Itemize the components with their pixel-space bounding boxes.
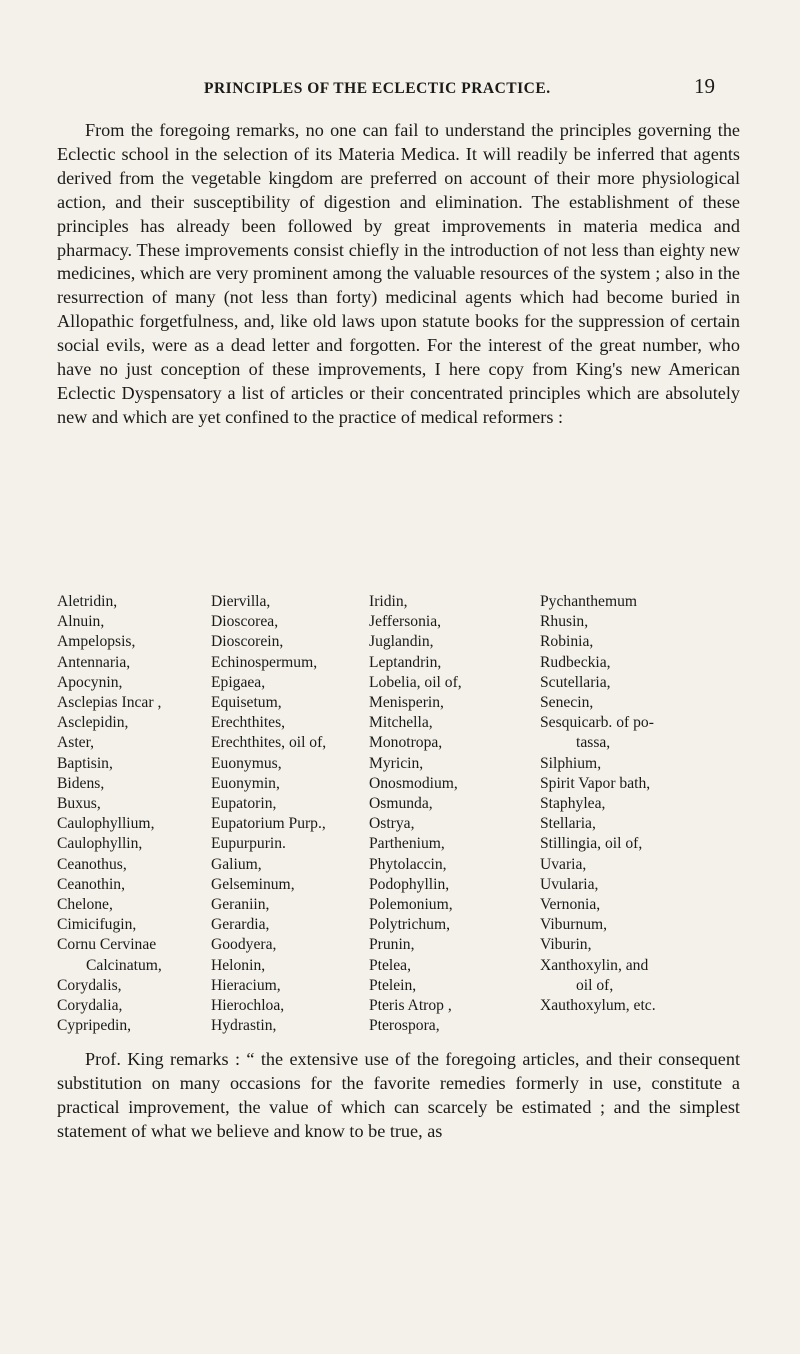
list-item: Hydrastin, <box>211 1017 277 1035</box>
list-item: Apocynin, <box>57 673 123 691</box>
list-item: Jeffersonia, <box>369 613 442 631</box>
list-item: Alnuin, <box>57 613 105 631</box>
list-item: Sesquicarb. of po- <box>540 714 654 732</box>
list-item: Xauthoxylum, etc. <box>540 997 656 1015</box>
list-item: Equisetum, <box>211 694 282 712</box>
list-item: Rudbeckia, <box>540 653 611 671</box>
paragraph-quote: Prof. King remarks : “ the extensive use of the foregoing articles, and their consequent substitution on many occasions for the favorite remedies formerly in use, constitute a practical improvement, the value of which can scarcely be estimated ; and the simplest statement of what we believe and know to be true, as <box>57 1049 740 1141</box>
list-item: Phytolaccin, <box>369 855 447 873</box>
list-item: Corydalia, <box>57 997 123 1015</box>
list-item: Silphium, <box>540 754 602 772</box>
remedy-list-column-1 <box>57 592 162 1036</box>
list-item: Caulophyllium, <box>57 815 155 833</box>
list-item: Lobelia, oil of, <box>369 673 462 691</box>
list-item: Cypripedin, <box>57 1017 132 1035</box>
list-item: Echinospermum, <box>211 653 318 671</box>
list-item: Robinia, <box>540 633 594 651</box>
list-item: tassa, <box>576 734 611 752</box>
list-item: Ampelopsis, <box>57 633 136 651</box>
list-item: Leptandrin, <box>369 653 442 671</box>
list-item: Parthenium, <box>369 835 445 853</box>
list-item: Osmunda, <box>369 795 433 813</box>
list-item: Hierochloa, <box>211 997 285 1015</box>
list-item: Baptisin, <box>57 754 113 772</box>
list-item: Pteris Atrop , <box>369 997 452 1015</box>
list-item: Euonymin, <box>211 774 280 792</box>
list-item: Ceanothin, <box>57 875 125 893</box>
running-head: PRINCIPLES OF THE ECLECTIC PRACTICE. <box>204 80 551 97</box>
list-item: Antennaria, <box>57 653 131 671</box>
list-item: Onosmodium, <box>369 774 458 792</box>
list-item: Viburnum, <box>540 916 608 934</box>
list-item: Podophyllin, <box>369 875 450 893</box>
list-item: Pterospora, <box>369 1017 440 1035</box>
list-item: Uvularia, <box>540 875 599 893</box>
list-item: Mitchella, <box>369 714 433 732</box>
list-item: Erechthites, <box>211 714 286 732</box>
list-item: Iridin, <box>369 593 408 610</box>
list-item: Erechthites, oil of, <box>211 734 327 752</box>
paragraph-intro: From the foregoing remarks, no one can fail to understand the principles governing the Eclectic school in the selection of its Materia Medica. It will readily be inferred that agents derived from the vegetable kingdom are preferred on account of their more physiological action, and their susceptibility of digestion and elimination. The establishment of these principles has already been followed by great improvements in materia medica and pharmacy. These improvements consist chiefly in the introduction of not less than eighty new medicines, which are very prominent among the valuable resources of the system ; also in the resurrection of many (not less than forty) medicinal agents which had become buried in Allopathic forgetfulness, and, like old laws upon statute books for the suppression of certain social evils, were as a dead letter and forgotten. For the interest of the great number, who have no just conception of these improvements, I here copy from King's new American Eclectic Dyspensatory a list of articles or their concentrated principles which are absolutely new and which are yet confined to the practice of medical reformers : <box>57 120 740 427</box>
list-item: Aletridin, <box>57 593 118 610</box>
list-item: Corydalis, <box>57 976 122 994</box>
list-item: Aster, <box>57 734 95 752</box>
list-item: Polemonium, <box>369 896 453 914</box>
list-item: Spirit Vapor bath, <box>540 774 651 792</box>
list-item: Monotropa, <box>369 734 443 752</box>
list-item: Helonin, <box>211 956 266 974</box>
list-item: Asclepias Incar , <box>57 694 162 712</box>
list-item: Gelseminum, <box>211 875 295 893</box>
list-item: Staphylea, <box>540 795 606 813</box>
list-item: Gerardia, <box>211 916 270 934</box>
list-item: Pychanthemum <box>540 593 638 610</box>
list-item: Uvaria, <box>540 855 587 873</box>
list-item: Calcinatum, <box>86 956 162 974</box>
list-item: Goodyera, <box>211 936 277 954</box>
list-item: Cimicifugin, <box>57 916 137 934</box>
list-item: Myricin, <box>369 754 424 772</box>
list-item: Caulophyllin, <box>57 835 143 853</box>
list-item: Menisperin, <box>369 694 444 712</box>
list-item: Prunin, <box>369 936 415 954</box>
list-item: Galium, <box>211 855 262 873</box>
list-item: Hieracium, <box>211 976 281 994</box>
list-item: Rhusin, <box>540 613 589 631</box>
list-item: Stellaria, <box>540 815 596 833</box>
list-item: Euonymus, <box>211 754 282 772</box>
list-item: Eupatorium Purp., <box>211 815 326 833</box>
list-item: Senecin, <box>540 694 594 712</box>
list-item: Polytrichum, <box>369 916 450 934</box>
list-item: Ptelein, <box>369 976 417 994</box>
list-item: oil of, <box>576 976 614 994</box>
list-item: Ptelea, <box>369 956 411 974</box>
list-item: Chelone, <box>57 896 113 914</box>
list-item: Vernonia, <box>540 896 601 914</box>
list-item: Dioscorea, <box>211 613 279 631</box>
list-item: Ceanothus, <box>57 855 127 873</box>
list-item: Cornu Cervinae <box>57 936 157 954</box>
remedy-list-column-4 <box>540 592 656 1016</box>
list-item: Scutellaria, <box>540 673 611 691</box>
list-item: Stillingia, oil of, <box>540 835 643 853</box>
list-item: Juglandin, <box>369 633 434 651</box>
list-item: Asclepidin, <box>57 714 129 732</box>
list-item: Xanthoxylin, and <box>540 956 649 974</box>
page-number: 19 <box>694 74 715 98</box>
remedy-list-column-3 <box>369 592 462 1036</box>
list-item: Eupurpurin. <box>211 835 286 853</box>
list-item: Geraniin, <box>211 896 270 914</box>
remedy-list-column-2 <box>211 592 326 1036</box>
list-item: Epigaea, <box>211 673 266 691</box>
list-item: Diervilla, <box>211 593 271 610</box>
list-item: Bidens, <box>57 774 105 792</box>
list-item: Dioscorein, <box>211 633 284 651</box>
list-item: Buxus, <box>57 795 101 813</box>
list-item: Eupatorin, <box>211 795 277 813</box>
list-item: Viburin, <box>540 936 592 954</box>
list-item: Ostrya, <box>369 815 415 833</box>
